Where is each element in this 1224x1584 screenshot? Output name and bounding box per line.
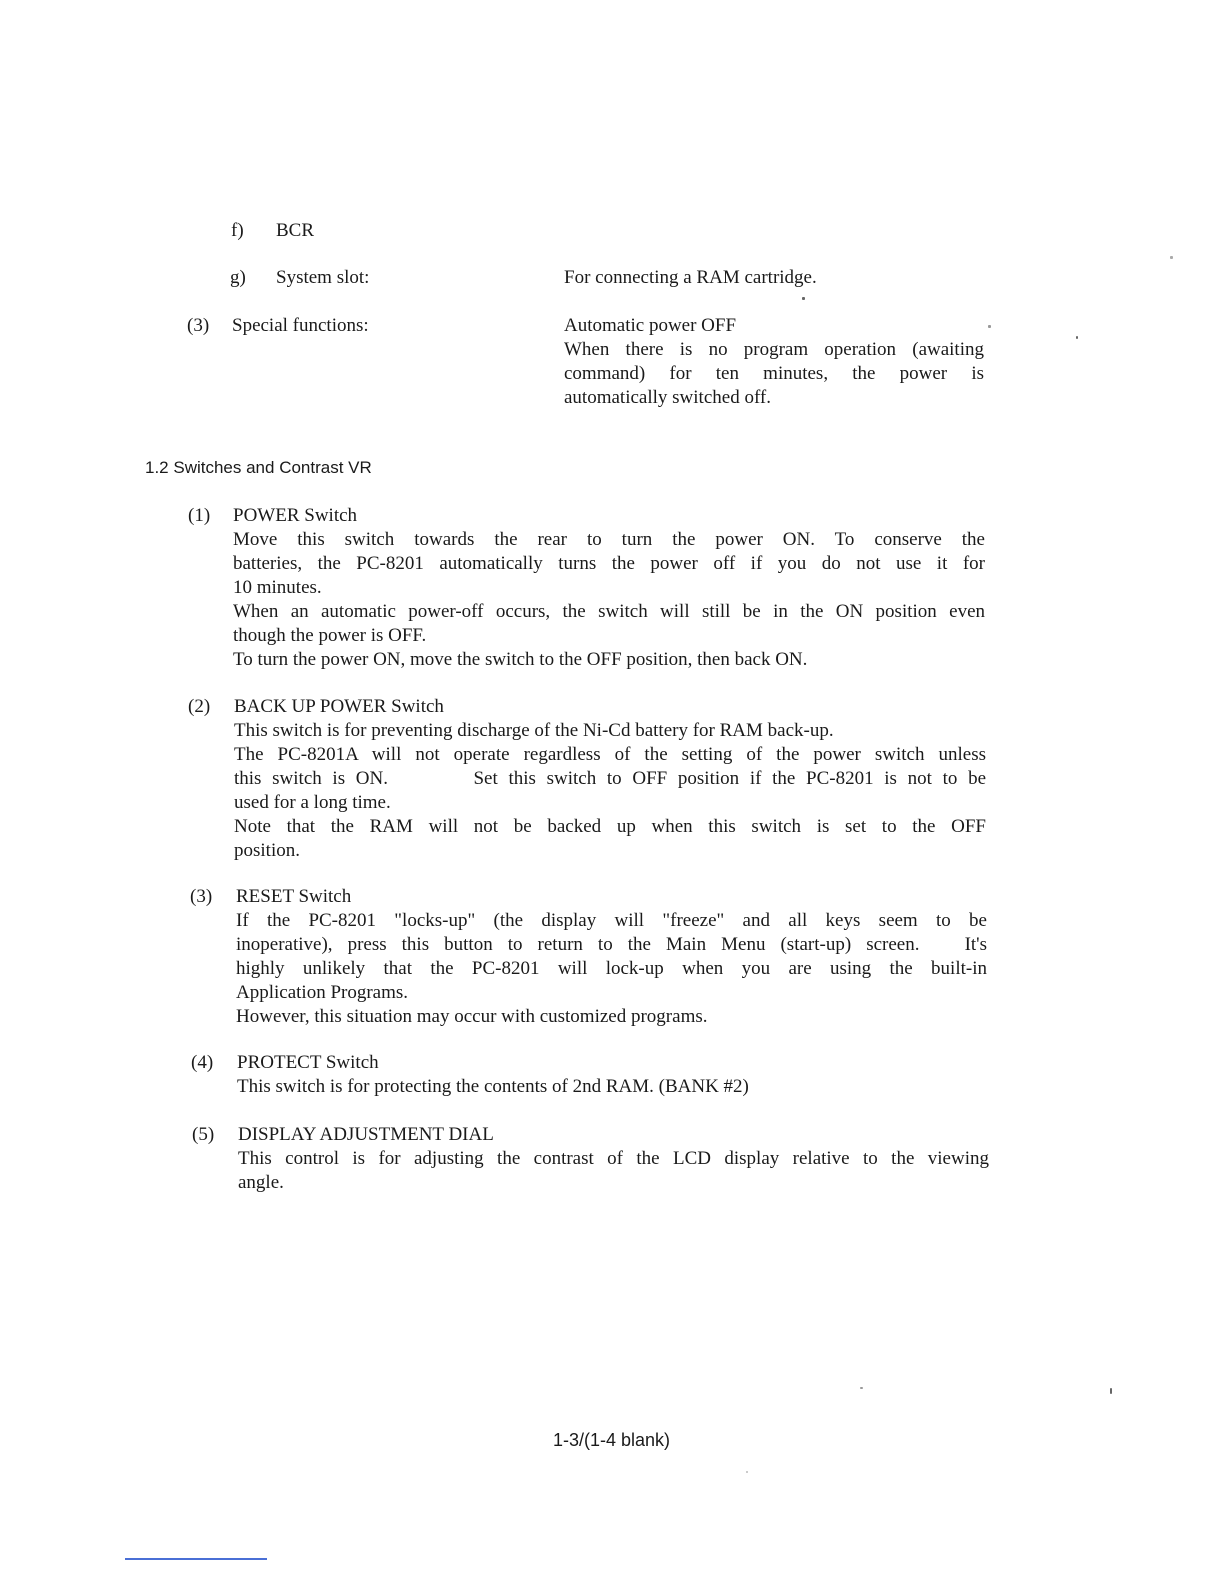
scan-speck xyxy=(1110,1388,1112,1394)
text-line: 10 minutes. xyxy=(233,577,322,598)
text-line: Application Programs. xyxy=(236,982,409,1003)
item-marker-4: (4) xyxy=(191,1052,214,1073)
text-line: When an automatic power-off occurs, the switch will still be in the ON position even xyxy=(233,601,985,622)
bottom-rule xyxy=(125,1558,267,1560)
item-title-power-switch: POWER Switch xyxy=(233,505,358,526)
scan-speck xyxy=(1076,336,1078,339)
scan-speck xyxy=(1170,256,1173,259)
item-body-display-adjustment-dial xyxy=(238,1147,989,1195)
item-marker-1: (1) xyxy=(188,505,211,526)
section-heading: 1.2 Switches and Contrast VR xyxy=(145,458,372,477)
scan-speck xyxy=(988,325,991,328)
text-line: highly unlikely that the PC-8201 will lock-up when you are using the built-in xyxy=(236,958,987,979)
text-line: position. xyxy=(234,840,300,861)
list-marker-3: (3) xyxy=(187,315,210,336)
item-marker-2: (2) xyxy=(188,696,211,717)
text-line: The PC-8201A will not operate regardless of the setting of the power switch unless xyxy=(234,744,986,765)
list-label-special-functions: Special functions: xyxy=(232,315,369,336)
text-line: To turn the power ON, move the switch to the OFF position, then back ON. xyxy=(233,649,808,670)
list-marker-g: g) xyxy=(230,267,246,288)
scan-speck xyxy=(746,1471,748,1473)
text-line: This switch is for protecting the contents of 2nd RAM. (BANK #2) xyxy=(237,1076,749,1097)
text-line: Note that the RAM will not be backed up when this switch is set to the OFF xyxy=(234,816,986,837)
text-line: inoperative), press this button to return to the Main Menu (start-up) screen. It's xyxy=(236,934,987,955)
text-line: command) for ten minutes, the power is xyxy=(564,363,984,384)
page-number: 1-3/(1-4 blank) xyxy=(553,1430,671,1450)
item-body-power-switch xyxy=(233,528,985,672)
list-label-system-slot: System slot: xyxy=(276,267,370,288)
item-body-protect-switch xyxy=(237,1075,987,1099)
scan-speck xyxy=(802,297,805,300)
scan-speck xyxy=(860,1387,863,1389)
text-line: this switch is ON. Set this switch to OFF position if the PC-8201 is not to be xyxy=(234,768,986,789)
text-line: though the power is OFF. xyxy=(233,625,427,646)
item-title-reset-switch: RESET Switch xyxy=(236,886,352,907)
item-marker-5: (5) xyxy=(192,1124,215,1145)
text-line: This switch is for preventing discharge of the Ni-Cd battery for RAM back-up. xyxy=(234,720,834,741)
text-line: If the PC-8201 "locks-up" (the display will "freeze" and all keys seem to be xyxy=(236,910,987,931)
list-desc-system-slot: For connecting a RAM cartridge. xyxy=(564,267,817,288)
text-line: batteries, the PC-8201 automatically turns the power off if you do not use it for xyxy=(233,553,985,574)
text-line: When there is no program operation (awaiting xyxy=(564,339,984,360)
item-title-protect-switch: PROTECT Switch xyxy=(237,1052,379,1073)
item-body-reset-switch xyxy=(236,909,987,1029)
item-body-backup-power-switch xyxy=(234,719,986,863)
item-title-display-adjustment-dial: DISPLAY ADJUSTMENT DIAL xyxy=(238,1124,494,1145)
item-title-backup-power-switch: BACK UP POWER Switch xyxy=(234,696,444,717)
list-marker-f: f) xyxy=(231,220,244,241)
text-line: automatically switched off. xyxy=(564,387,772,408)
text-line: Automatic power OFF xyxy=(564,315,737,336)
text-line: However, this situation may occur with customized programs. xyxy=(236,1006,708,1027)
item-marker-3: (3) xyxy=(190,886,213,907)
list-label-bcr: BCR xyxy=(276,220,315,241)
text-line: This control is for adjusting the contrast of the LCD display relative to the viewing xyxy=(238,1148,989,1169)
special-functions-description xyxy=(564,314,984,410)
text-line: used for a long time. xyxy=(234,792,391,813)
text-line: angle. xyxy=(238,1172,284,1193)
text-line: Move this switch towards the rear to turn the power ON. To conserve the xyxy=(233,529,985,550)
